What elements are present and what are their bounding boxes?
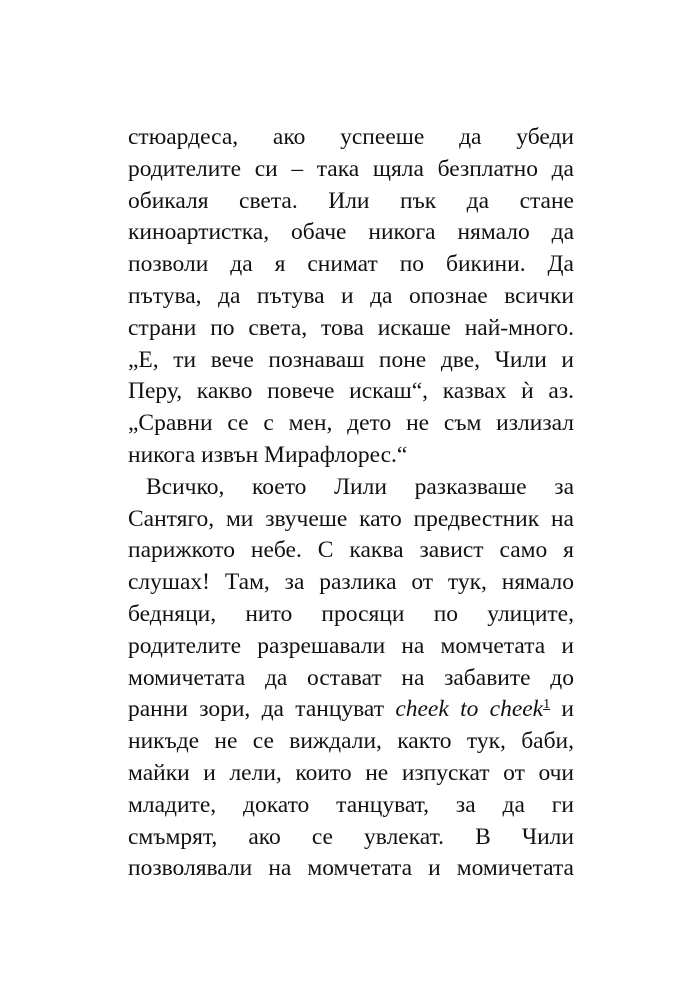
text-line: майки и лели, които не изпускат от очи bbox=[128, 759, 574, 786]
text-line: страни по света, това искаше най-много. bbox=[128, 314, 574, 341]
text-line: позволи да я снимат по бикини. Да bbox=[128, 251, 574, 278]
body-text bbox=[128, 122, 574, 885]
text-line: момичетата да остават на забавите до bbox=[128, 664, 574, 691]
text-segment: и bbox=[550, 696, 574, 723]
text-line: Перу, какво повече искаш“, казвах ѝ аз. bbox=[128, 378, 574, 405]
text-line: позволявали на момчетата и момичетата bbox=[128, 855, 574, 882]
text-line: бедняци, нито просяци по улиците, bbox=[128, 600, 574, 627]
text-line: „Е, ти вече познаваш поне две, Чили и bbox=[128, 346, 574, 373]
text-line: стюардеса, ако успееше да убеди bbox=[128, 124, 574, 150]
italic-phrase: cheek to cheek bbox=[395, 696, 544, 723]
text-line: пътува, да пътува и да опознае всички bbox=[128, 282, 574, 309]
text-line: смъмрят, ако се увлекат. В Чили bbox=[128, 823, 574, 850]
text-line: никога извън Мирафлорес.“ bbox=[128, 441, 408, 468]
text-line: младите, докато танцуват, за да ги bbox=[128, 791, 574, 818]
text-line-with-footnote bbox=[128, 694, 574, 726]
text-line: Всичко, което Лили разказваше за bbox=[146, 473, 574, 500]
paragraph-2 bbox=[128, 472, 574, 885]
text-line: парижкото небе. С каква завист само я bbox=[128, 537, 574, 564]
text-line: слушах! Там, за разлика от тук, нямало bbox=[128, 569, 574, 596]
text-line: киноартистка, обаче никога нямало да bbox=[128, 219, 574, 246]
text-line: никъде не се виждали, както тук, баби, bbox=[128, 728, 574, 755]
text-line: „Сравни се с мен, дето не съм излизал bbox=[128, 410, 574, 437]
footnote-reference[interactable]: 1 bbox=[543, 697, 551, 713]
text-line: обикаля света. Или пък да стане bbox=[128, 187, 574, 214]
text-line: родителите си – така щяла безплатно да bbox=[128, 155, 574, 182]
text-line: Сантяго, ми звучеше като предвестник на bbox=[128, 505, 574, 532]
text-segment: ранни зори, да танцуват bbox=[128, 696, 396, 723]
paragraph-1 bbox=[128, 122, 574, 472]
text-line: родителите разрешавали на момчетата и bbox=[128, 632, 574, 659]
